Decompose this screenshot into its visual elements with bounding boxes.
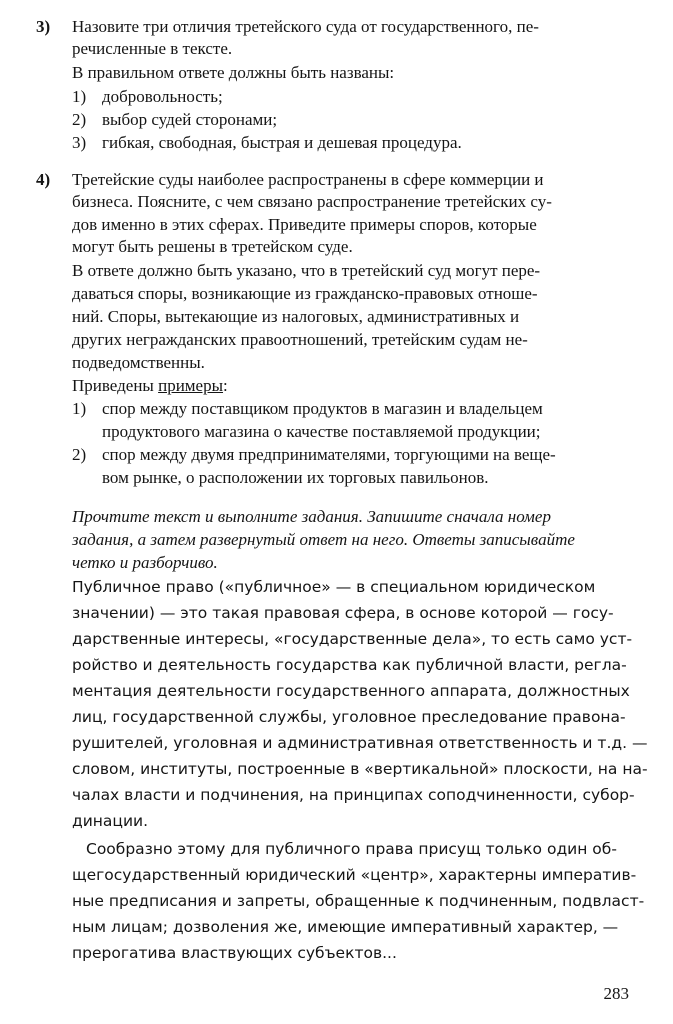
question-3-item-1-text: добровольность; (102, 87, 223, 106)
question-4-item-1-line-1: спор между поставщиком продуктов в магазин и владельцем (102, 399, 543, 418)
instruction-line-1: Прочтите текст и выполните задания. Запишите сначала номер (72, 507, 551, 526)
question-3-item-1-number: 1) (72, 87, 87, 106)
passage-p2-line-5: прерогатива властвующих субъектов... (72, 944, 397, 962)
question-4-number: 4) (36, 170, 51, 189)
question-3-item-3-number: 3) (72, 133, 87, 152)
question-4-item-2-number: 2) (72, 445, 87, 464)
examples-suffix: : (223, 376, 228, 395)
passage-p1-line-2: значении) — это такая правовая сфера, в основе которой — госу- (72, 604, 614, 622)
examples-word: примеры (158, 376, 224, 395)
instruction-line-2: задания, а затем развернутый ответ на него. Ответы записывайте (72, 530, 575, 549)
question-4-line-2: бизнеса. Поясните, с чем связано распространение третейских су- (72, 192, 552, 211)
question-3-line-1: Назовите три отличия третейского суда от государственного, пе- (72, 17, 539, 36)
question-3-line-2: речисленные в тексте. (72, 39, 233, 58)
passage-p2-line-4: ным лицам; дозволения же, имеющие императивный характер, — (72, 918, 619, 936)
passage-p1-line-9: чалах власти и подчинения, на принципах соподчиненности, субор- (72, 786, 635, 804)
passage-p1-line-3: дарственные интересы, «государственные дела», то есть само уст- (72, 630, 633, 648)
passage-p1-line-1: Публичное право («публичное» — в специальном юридическом (72, 578, 596, 596)
instruction-line-3: четко и разборчиво. (72, 553, 218, 572)
passage-p1-line-5: ментация деятельности государственного аппарата, должностных (72, 682, 630, 700)
page-number: 283 (603, 984, 629, 1003)
question-4-line-4: могут быть решены в третейском суде. (72, 237, 353, 256)
question-4-item-1-line-2: продуктового магазина о качестве поставляемой продукции; (102, 422, 541, 441)
question-3-item-2-number: 2) (72, 110, 87, 129)
question-4-line-3: дов именно в этих сферах. Приведите примеры споров, которые (72, 215, 537, 234)
passage-p1-line-10: динации. (72, 812, 149, 830)
question-4-answer-line-1: В ответе должно быть указано, что в третейский суд могут пере- (72, 261, 541, 280)
question-3-item-2-text: выбор судей сторонами; (102, 110, 278, 129)
examples-prefix: Приведены (72, 376, 159, 395)
question-3-number: 3) (36, 17, 51, 36)
question-4-answer-line-2: даваться споры, возникающие из гражданско-правовых отноше- (72, 284, 538, 303)
question-4-answer-line-5: подведомственны. (72, 353, 205, 372)
question-4-item-2-line-1: спор между двумя предпринимателями, торгующими на веще- (102, 445, 556, 464)
question-3-item-3-text: гибкая, свободная, быстрая и дешевая процедура. (102, 133, 462, 152)
question-4-examples-heading (72, 375, 228, 397)
question-4-answer-line-4: других негражданских правоотношений, третейским судам не- (72, 330, 528, 349)
passage-p1-line-7: рушителей, уголовная и административная ответственность и т.д. — (72, 734, 648, 752)
passage-p2-line-3: ные предписания и запреты, обращенные к подчиненным, подвласт- (72, 892, 645, 910)
passage-p2-line-1: Сообразно этому для публичного права присущ только один об- (86, 840, 617, 858)
passage-p2-line-2: щегосударственный юридический «центр», характерны императив- (72, 866, 637, 884)
passage-p1-line-4: ройство и деятельность государства как публичной власти, регла- (72, 656, 627, 674)
question-4-line-1: Третейские суды наиболее распространены в сфере коммерции и (72, 170, 544, 189)
question-4-item-2-line-2: вом рынке, о расположении их торговых павильонов. (102, 468, 489, 487)
passage-p1-line-6: лиц, государственной службы, уголовное преследование правона- (72, 708, 626, 726)
question-4-answer-line-3: ний. Споры, вытекающие из налоговых, административных и (72, 307, 520, 326)
passage-p1-line-8: словом, институты, построенные в «вертикальной» плоскости, на на- (72, 760, 648, 778)
question-3-answer-intro: В правильном ответе должны быть названы: (72, 63, 395, 82)
question-4-item-1-number: 1) (72, 399, 87, 418)
